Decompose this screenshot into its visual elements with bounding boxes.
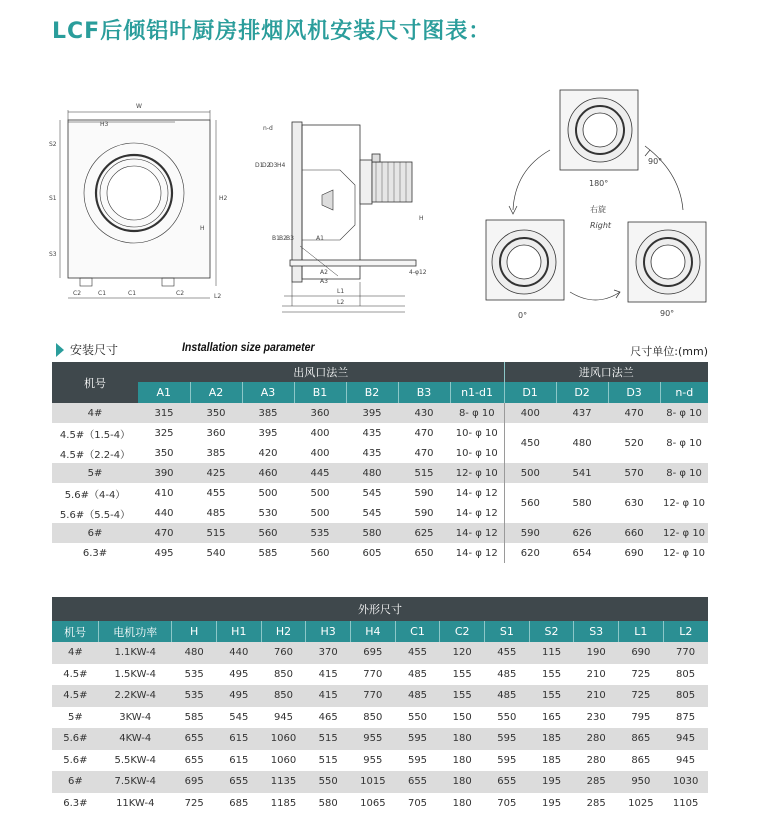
cell: 395 [346, 403, 398, 423]
cell-model: 4.5# [52, 664, 99, 686]
dim-label: L1 [337, 288, 345, 295]
cell-model: 5# [52, 707, 99, 729]
col-header: L2 [663, 621, 708, 642]
cell: 455 [190, 483, 242, 503]
cell: 12- φ 10 [660, 543, 708, 563]
dim-label: C1 [128, 290, 137, 297]
cell: 626 [556, 523, 608, 543]
cell: 470 [138, 523, 190, 543]
cell: 760 [261, 642, 306, 664]
rotation-label-zh: 右旋 [590, 205, 606, 214]
cell: 1185 [261, 793, 306, 815]
dim-label: A3 [320, 278, 328, 285]
cell: 595 [395, 728, 440, 750]
cell: 120 [440, 642, 485, 664]
dim-label: B3 [286, 235, 294, 242]
cell: 195 [529, 771, 574, 793]
cell: 725 [619, 685, 664, 707]
cell: 437 [556, 403, 608, 423]
dim-label: D3 [269, 162, 278, 169]
cell: 350 [138, 443, 190, 463]
cell: 480 [556, 423, 608, 463]
cell: 485 [485, 685, 530, 707]
cell: 580 [306, 793, 351, 815]
cell: 495 [216, 685, 261, 707]
rotation-label-en: Right [590, 221, 612, 230]
col-header: H1 [216, 621, 261, 642]
cell: 495 [216, 664, 261, 686]
col-header: S1 [485, 621, 530, 642]
col-header-model: 机号 [52, 362, 138, 403]
installation-drawings [0, 50, 760, 340]
section-title-en: Installation size parameter [182, 340, 315, 354]
cell: 535 [172, 685, 217, 707]
cell: 315 [138, 403, 190, 423]
cell: 7.5KW-4 [99, 771, 172, 793]
col-header: S2 [529, 621, 574, 642]
angle-label: 90° [660, 309, 675, 318]
col-header: n1-d1 [450, 382, 504, 403]
dim-label: B2 [279, 235, 287, 242]
cell-model: 4# [52, 642, 99, 664]
cell: 535 [294, 523, 346, 543]
cell: 350 [190, 403, 242, 423]
col-header: B3 [398, 382, 450, 403]
cell: 795 [619, 707, 664, 729]
cell: 230 [574, 707, 619, 729]
cell: 530 [242, 503, 294, 523]
cell: 550 [485, 707, 530, 729]
cell: 541 [556, 463, 608, 483]
cell: 410 [138, 483, 190, 503]
cell: 630 [608, 483, 660, 523]
cell-model: 6# [52, 771, 99, 793]
cell: 695 [351, 642, 396, 664]
dim-label: n-d [263, 125, 273, 132]
dim-label: H [419, 215, 424, 222]
col-header: B2 [346, 382, 398, 403]
cell: 495 [138, 543, 190, 563]
cell: 440 [138, 503, 190, 523]
cell: 11KW-4 [99, 793, 172, 815]
cell: 155 [440, 664, 485, 686]
dim-label: L2 [337, 299, 345, 306]
cell: 620 [504, 543, 556, 563]
dim-label: W [136, 103, 142, 110]
cell: 4KW-4 [99, 728, 172, 750]
col-header: A3 [242, 382, 294, 403]
dim-label: S2 [49, 141, 57, 148]
page-title: LCF后倾铝叶厨房排烟风机安装尺寸图表： [52, 19, 492, 44]
cell: 500 [242, 483, 294, 503]
cell: 590 [398, 483, 450, 503]
dim-label: H4 [277, 162, 286, 169]
cell: 400 [294, 423, 346, 443]
angle-label: 90° [648, 157, 663, 166]
cell: 500 [504, 463, 556, 483]
cell: 3KW-4 [99, 707, 172, 729]
cell: 5.5KW-4 [99, 750, 172, 772]
cell: 12- φ 10 [660, 523, 708, 543]
cell: 210 [574, 685, 619, 707]
cell: 1015 [351, 771, 396, 793]
inlet-flange-header: 进风口法兰 [504, 362, 708, 382]
col-header: D2 [556, 382, 608, 403]
cell: 615 [216, 750, 261, 772]
table-row [52, 771, 708, 793]
cell: 945 [663, 750, 708, 772]
cell-model: 4.5#（2.2-4） [52, 443, 138, 463]
col-header: A2 [190, 382, 242, 403]
cell: 385 [242, 403, 294, 423]
table-row [52, 750, 708, 772]
cell: 1135 [261, 771, 306, 793]
table-row [52, 463, 708, 483]
cell: 625 [398, 523, 450, 543]
cell: 725 [619, 664, 664, 686]
table-row [52, 483, 708, 503]
table-row [52, 728, 708, 750]
cell: 14- φ 12 [450, 483, 504, 503]
cell-model: 5.6#（4-4） [52, 483, 138, 503]
cell: 705 [395, 793, 440, 815]
cell: 325 [138, 423, 190, 443]
cell: 500 [294, 483, 346, 503]
cell: 1025 [619, 793, 664, 815]
dim-label: H2 [219, 195, 228, 202]
cell: 195 [529, 793, 574, 815]
cell: 865 [619, 750, 664, 772]
cell: 360 [190, 423, 242, 443]
cell: 545 [346, 503, 398, 523]
cell: 550 [395, 707, 440, 729]
table-row [52, 685, 708, 707]
cell-model: 5.6# [52, 728, 99, 750]
angle-label: 180° [589, 179, 609, 188]
cell: 485 [395, 685, 440, 707]
cell: 580 [556, 483, 608, 523]
angle-label: 0° [518, 311, 528, 320]
cell: 400 [504, 403, 556, 423]
cell: 654 [556, 543, 608, 563]
cell: 12- φ 10 [450, 463, 504, 483]
col-header: S3 [574, 621, 619, 642]
cell: 690 [619, 642, 664, 664]
cell: 875 [663, 707, 708, 729]
dim-label: L2 [214, 293, 222, 300]
cell: 560 [242, 523, 294, 543]
cell: 180 [440, 793, 485, 815]
cell: 955 [351, 750, 396, 772]
cell-model: 4# [52, 403, 138, 423]
cell: 560 [294, 543, 346, 563]
dim-label: H3 [100, 121, 109, 128]
cell: 595 [395, 750, 440, 772]
cell: 1060 [261, 728, 306, 750]
cell: 285 [574, 771, 619, 793]
cell: 8- φ 10 [450, 403, 504, 423]
cell: 805 [663, 664, 708, 686]
outline-size-table [52, 597, 708, 814]
cell: 515 [306, 728, 351, 750]
cell: 545 [346, 483, 398, 503]
cell: 385 [190, 443, 242, 463]
cell: 655 [172, 750, 217, 772]
cell-model: 6# [52, 523, 138, 543]
cell: 1.5KW-4 [99, 664, 172, 686]
dim-label: D2 [262, 162, 271, 169]
col-header: H3 [306, 621, 351, 642]
cell: 280 [574, 750, 619, 772]
cell: 8- φ 10 [660, 463, 708, 483]
cell: 1.1KW-4 [99, 642, 172, 664]
cell: 190 [574, 642, 619, 664]
cell-model: 5.6# [52, 750, 99, 772]
cell: 155 [529, 685, 574, 707]
cell: 445 [294, 463, 346, 483]
cell: 360 [294, 403, 346, 423]
front-view-drawing [60, 110, 216, 298]
cell: 865 [619, 728, 664, 750]
col-header: D3 [608, 382, 660, 403]
dim-label: H [200, 225, 205, 232]
cell: 945 [261, 707, 306, 729]
cell-model: 5.6#（5.5-4） [52, 503, 138, 523]
dim-label: C2 [176, 290, 185, 297]
side-view-drawing [282, 122, 416, 312]
cell: 465 [306, 707, 351, 729]
dim-label: A1 [316, 235, 324, 242]
cell: 770 [351, 664, 396, 686]
cell: 425 [190, 463, 242, 483]
cell: 515 [398, 463, 450, 483]
cell: 1030 [663, 771, 708, 793]
col-header: A1 [138, 382, 190, 403]
cell: 955 [351, 728, 396, 750]
section-arrow-icon [56, 343, 64, 357]
cell: 540 [190, 543, 242, 563]
cell: 430 [398, 403, 450, 423]
col-header: B1 [294, 382, 346, 403]
col-header: 电机功率 [99, 621, 172, 642]
dim-label: S3 [49, 251, 57, 258]
installation-size-table [52, 362, 708, 563]
cell: 655 [485, 771, 530, 793]
cell-model: 6.3# [52, 793, 99, 815]
cell: 370 [306, 642, 351, 664]
cell: 415 [306, 664, 351, 686]
cell: 2.2KW-4 [99, 685, 172, 707]
cell: 14- φ 12 [450, 503, 504, 523]
cell: 155 [529, 664, 574, 686]
cell: 685 [216, 793, 261, 815]
cell-model: 6.3# [52, 543, 138, 563]
table-row [52, 707, 708, 729]
cell: 695 [172, 771, 217, 793]
cell: 180 [440, 728, 485, 750]
cell: 180 [440, 750, 485, 772]
cell: 115 [529, 642, 574, 664]
cell: 770 [351, 685, 396, 707]
table-row [52, 543, 708, 563]
cell: 450 [504, 423, 556, 463]
cell: 180 [440, 771, 485, 793]
cell: 440 [216, 642, 261, 664]
col-header: H [172, 621, 217, 642]
cell: 515 [306, 750, 351, 772]
dim-label: 4-φ12 [409, 269, 427, 276]
col-header: H4 [351, 621, 396, 642]
cell: 705 [485, 793, 530, 815]
cell: 10- φ 10 [450, 443, 504, 463]
cell: 285 [574, 793, 619, 815]
cell: 770 [663, 642, 708, 664]
rotation-diagram [486, 90, 706, 302]
cell: 435 [346, 423, 398, 443]
cell: 395 [242, 423, 294, 443]
dim-label: S1 [49, 195, 57, 202]
section-title-zh: 安装尺寸 [70, 343, 119, 357]
dim-label: C2 [73, 290, 82, 297]
cell: 14- φ 12 [450, 543, 504, 563]
cell: 590 [398, 503, 450, 523]
cell: 185 [529, 728, 574, 750]
cell: 535 [172, 664, 217, 686]
cell: 470 [398, 423, 450, 443]
cell: 420 [242, 443, 294, 463]
cell: 850 [261, 664, 306, 686]
cell: 850 [261, 685, 306, 707]
cell: 470 [608, 403, 660, 423]
cell: 595 [485, 750, 530, 772]
cell: 950 [619, 771, 664, 793]
col-header: n-d [660, 382, 708, 403]
cell: 945 [663, 728, 708, 750]
cell: 485 [485, 664, 530, 686]
cell-model: 4.5# [52, 685, 99, 707]
cell: 500 [294, 503, 346, 523]
cell: 485 [190, 503, 242, 523]
cell: 560 [504, 483, 556, 523]
col-header: D1 [504, 382, 556, 403]
cell: 8- φ 10 [660, 423, 708, 463]
cell: 590 [504, 523, 556, 543]
cell: 480 [172, 642, 217, 664]
cell: 550 [306, 771, 351, 793]
table-row [52, 642, 708, 664]
cell: 660 [608, 523, 660, 543]
outlet-flange-header: 出风口法兰 [138, 362, 504, 382]
cell: 435 [346, 443, 398, 463]
table-row [52, 664, 708, 686]
cell: 210 [574, 664, 619, 686]
table-row [52, 403, 708, 423]
dim-label: D1 [255, 162, 264, 169]
cell: 805 [663, 685, 708, 707]
cell: 415 [306, 685, 351, 707]
cell: 655 [216, 771, 261, 793]
col-header: H2 [261, 621, 306, 642]
dim-label: B1 [272, 235, 280, 242]
cell: 595 [485, 728, 530, 750]
col-header: L1 [619, 621, 664, 642]
cell: 520 [608, 423, 660, 463]
cell: 14- φ 12 [450, 523, 504, 543]
cell: 585 [242, 543, 294, 563]
cell: 10- φ 10 [450, 423, 504, 443]
cell-model: 4.5#（1.5-4） [52, 423, 138, 443]
cell: 470 [398, 443, 450, 463]
cell: 580 [346, 523, 398, 543]
table-row [52, 423, 708, 443]
cell: 655 [172, 728, 217, 750]
col-header: 机号 [52, 621, 99, 642]
cell: 1060 [261, 750, 306, 772]
cell: 585 [172, 707, 217, 729]
cell: 480 [346, 463, 398, 483]
cell: 605 [346, 543, 398, 563]
unit-label: 尺寸单位:(mm) [630, 345, 708, 358]
cell: 1065 [351, 793, 396, 815]
cell: 400 [294, 443, 346, 463]
cell: 650 [398, 543, 450, 563]
cell: 455 [485, 642, 530, 664]
cell: 655 [395, 771, 440, 793]
cell: 8- φ 10 [660, 403, 708, 423]
cell: 460 [242, 463, 294, 483]
cell: 12- φ 10 [660, 483, 708, 523]
table-row [52, 793, 708, 815]
dim-label: C1 [98, 290, 107, 297]
cell: 1105 [663, 793, 708, 815]
cell: 390 [138, 463, 190, 483]
cell: 155 [440, 685, 485, 707]
cell: 615 [216, 728, 261, 750]
cell: 165 [529, 707, 574, 729]
table-row [52, 523, 708, 543]
cell: 545 [216, 707, 261, 729]
cell: 280 [574, 728, 619, 750]
cell-model: 5# [52, 463, 138, 483]
cell: 150 [440, 707, 485, 729]
cell: 185 [529, 750, 574, 772]
cell: 515 [190, 523, 242, 543]
cell: 690 [608, 543, 660, 563]
cell: 850 [351, 707, 396, 729]
cell: 455 [395, 642, 440, 664]
dim-label: A2 [320, 269, 328, 276]
col-header: C2 [440, 621, 485, 642]
cell: 485 [395, 664, 440, 686]
cell: 725 [172, 793, 217, 815]
installation-section-header [56, 341, 708, 359]
col-header: C1 [395, 621, 440, 642]
cell: 570 [608, 463, 660, 483]
outline-size-header: 外形尺寸 [52, 597, 708, 621]
